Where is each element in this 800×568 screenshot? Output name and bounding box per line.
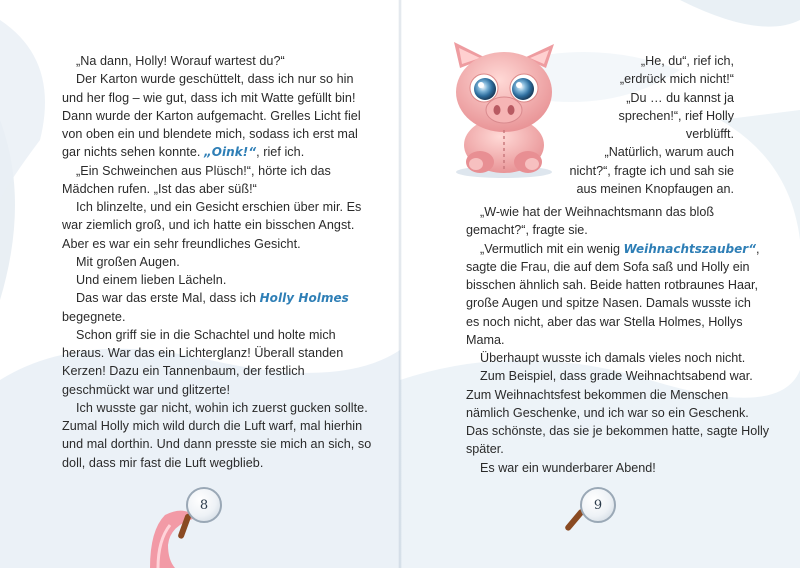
text-line: sagte die Frau, die auf dem Sofa saß und Holly ein: [466, 259, 750, 274]
text-line: „He, du“, rief ich,: [640, 54, 734, 68]
text-line: und her flog – wie gut, dass ich mit Watte gefüllt bin!: [62, 90, 356, 105]
plush-pig-illustration: [442, 40, 572, 180]
left-page-text: [62, 52, 372, 472]
text-line: gemacht?“, fragte sie.: [466, 223, 588, 238]
text-line: „erdrück mich nicht!“: [619, 72, 734, 87]
text-line: Mama.: [466, 332, 505, 347]
text-line: verblüfft.: [685, 127, 734, 141]
text-line: Aber es war ein sehr freundliches Gesicht.: [62, 236, 301, 251]
text-line: war ziemlich groß, und ich hatte ein bisschen Angst.: [62, 218, 355, 233]
text-line: Es war ein wunderbarer Abend!: [480, 460, 656, 475]
text-line: Dann wurde der Karton aufgemacht. Grelles Licht fiel: [62, 108, 361, 123]
highlighted-word: „Oink!“: [203, 145, 257, 160]
text-line: Zum Beispiel, dass grade Weihnachtsabend war.: [480, 369, 753, 384]
text-line: es noch nicht, aber das war Stella Holmes, Hollys: [466, 314, 743, 329]
right-page: [400, 0, 800, 568]
text-segment: gar nichts sehen konnte.: [62, 145, 204, 160]
text-line: „W-wie hat der Weihnachtsmann das bloß: [480, 205, 715, 219]
text-line: und mal dorthin. Und dann presste sie mich an sich, so: [62, 437, 372, 452]
text-line: sprechen!“, rief Holly: [618, 108, 734, 123]
text-line: Der Karton wurde geschüttelt, dass ich nur so hin: [76, 72, 354, 87]
text-line: Zum Weihnachtsfest bekommen die Menschen: [466, 387, 729, 402]
page-number-right: [580, 487, 616, 523]
text-line: nicht?“, fragte ich und sah sie: [569, 163, 734, 178]
text-line: [466, 240, 766, 258]
page-number-text: 9: [593, 497, 603, 513]
text-line: geschmückt war und glitzerte!: [62, 382, 231, 397]
text-line: Mit großen Augen.: [76, 254, 180, 269]
text-line: aus meinen Knopfaugen an.: [576, 181, 734, 196]
text-line: „Na dann, Holly! Worauf wartest du?“: [76, 54, 285, 68]
text-line: Ich wusste gar nicht, wohin ich zuerst gucken sollte.: [76, 400, 368, 415]
text-line: heraus. War das ein Lichterglanz! Überall standen: [62, 346, 344, 360]
text-line: bisschen ähnlich sah. Beide hatten rotbraunes Haar,: [466, 278, 758, 292]
text-line: begegnete.: [62, 309, 126, 324]
text-line: Das schönste, das sie je bekommen hatte, sagte Holly: [466, 424, 770, 438]
text-line: Kerzen! Dazu ein Tannenbaum, der festlich: [62, 364, 305, 379]
text-line: von oben ein und blendete mich, sodass ich erst mal: [62, 127, 358, 141]
text-segment: Das war das erste Mal, dass ich: [76, 291, 260, 306]
text-line: große Augen und spitze Nasen. Damals wusste ich: [466, 296, 751, 311]
text-line: „Ein Schweinchen aus Plüsch!“, hörte ich das: [76, 163, 331, 178]
text-line: Und einem lieben Lächeln.: [76, 273, 227, 287]
text-line: doll, dass mir fast die Luft wegblieb.: [62, 455, 264, 470]
text-segment: ,: [755, 241, 760, 256]
page-number-left: [186, 487, 222, 523]
text-line: nämlich Geschenke, und ich war so ein Geschenk.: [466, 405, 749, 420]
text-line: [62, 289, 352, 307]
text-line: Ich blinzelte, und ein Gesicht erschien über mir. Es: [76, 200, 362, 214]
text-line: später.: [466, 442, 504, 457]
text-line: Schon griff sie in die Schachtel und holte mich: [76, 327, 336, 342]
page-number-text: 8: [199, 497, 209, 513]
text-segment: , rief ich.: [256, 145, 305, 160]
text-line: Zumal Holly mich wild durch die Luft warf, mal hierhin: [62, 419, 363, 433]
text-line: „Natürlich, warum auch: [604, 145, 734, 160]
text-line: Mädchen rufen. „Ist das aber süß!“: [62, 181, 257, 196]
right-page-top-text: [569, 52, 734, 198]
text-line: „Du … du kannst ja: [626, 90, 734, 105]
text-line: Überhaupt wusste ich damals vieles noch nicht.: [480, 351, 746, 365]
right-page-text: [466, 203, 770, 477]
highlighted-word: Holly Holmes: [259, 291, 349, 306]
highlighted-word: Weihnachtszauber“: [623, 241, 756, 256]
text-segment: „Vermutlich mit ein wenig: [480, 241, 624, 256]
text-line: [62, 143, 352, 161]
